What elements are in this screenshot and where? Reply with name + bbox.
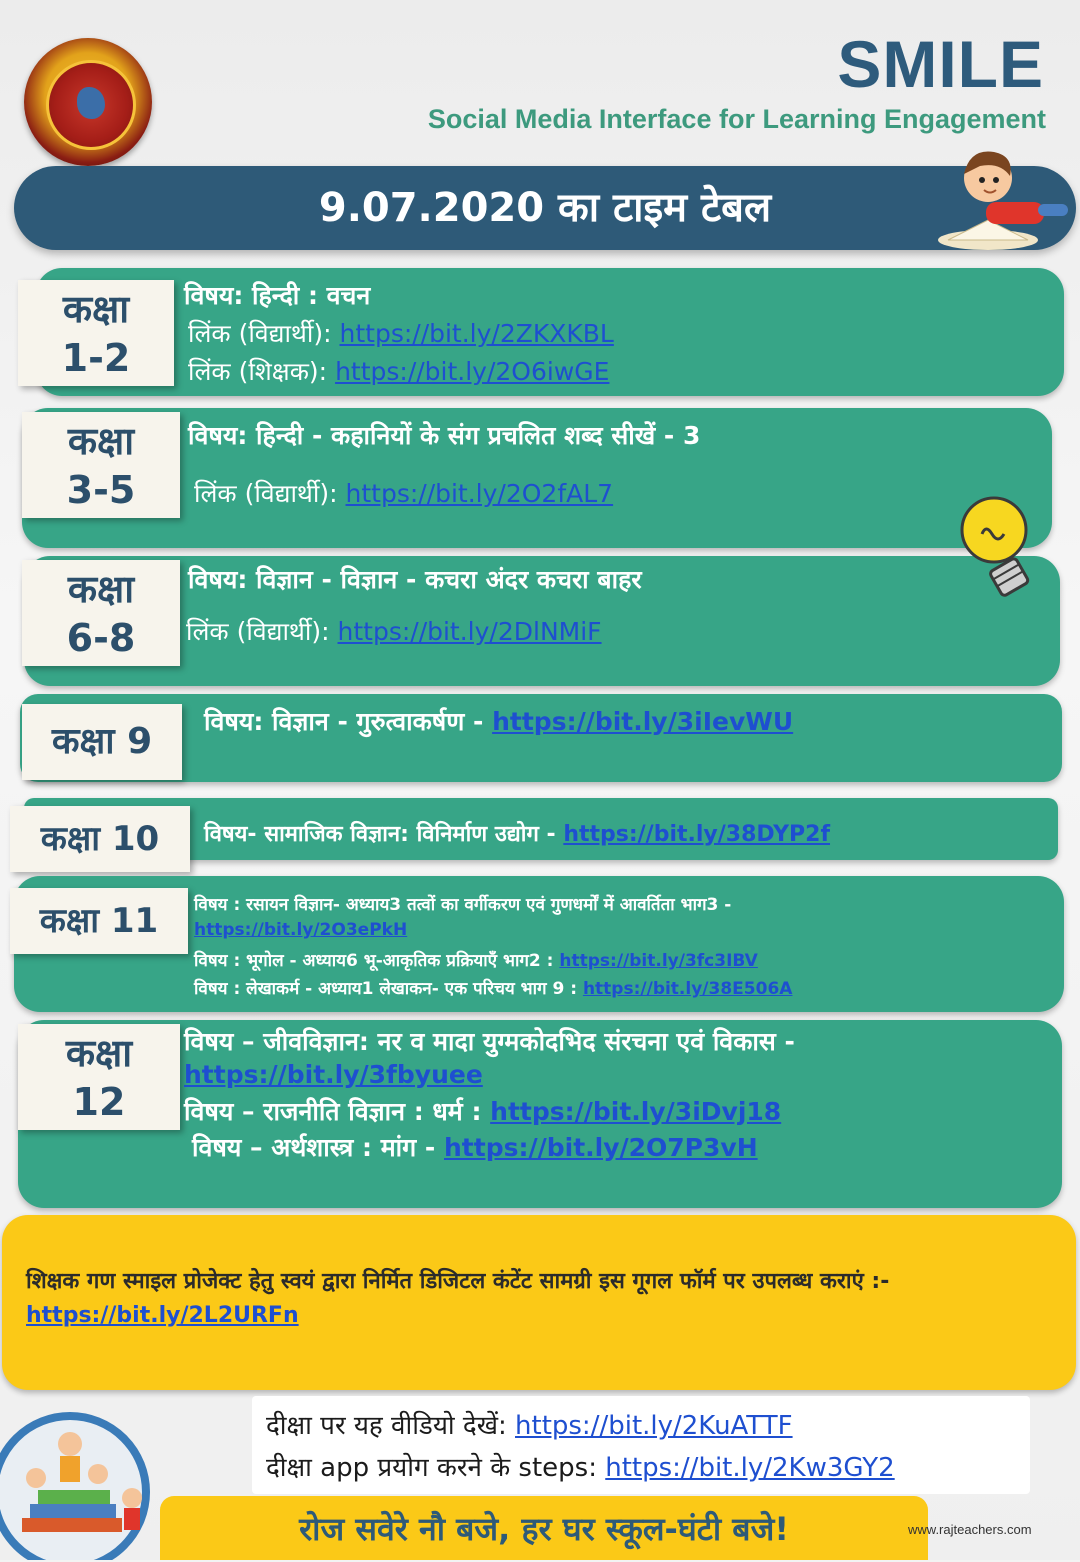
class-9-tag: कक्षा 9 (22, 704, 182, 780)
class-10-subject-line: विषय- सामाजिक विज्ञान: विनिर्माण उद्योग - https://bit.ly/38DYP2f (204, 822, 831, 847)
reading-boy-icon (928, 140, 1078, 258)
light-bulb-icon (952, 490, 1040, 602)
class-11-line2: विषय : भूगोल - अध्याय6 भू-आकृतिक प्रक्रियाएँ भाग2 : https://bit.ly/3fc3IBV (194, 951, 758, 971)
smile-subtitle: Social Media Interface for Learning Engagement (427, 104, 1046, 134)
class-1-2-teacher-link[interactable]: https://bit.ly/2O6iwGE (335, 357, 610, 386)
class-12-line1: विषय – जीवविज्ञान: नर व मादा युग्मकोदभिद संरचना एवं विकास - (184, 1027, 795, 1056)
class-12-link-3[interactable]: https://bit.ly/2O7P3vH (444, 1133, 758, 1162)
class-12-line1-link-row (184, 1060, 483, 1089)
class-11-tag: कक्षा 11 (10, 888, 188, 954)
slogan-text: रोज सवेरे नौ बजे, हर घर स्कूल-घंटी बजे! (299, 1510, 789, 1548)
class-11-line1: विषय : रसायन विज्ञान- अध्याय3 तत्वों का वर्गीकरण एवं गुणधर्मों में आवर्तिता भाग3 - (194, 895, 732, 915)
diksha-video-line: दीक्षा पर यह वीडियो देखें: https://bit.ly/2KuATTF (266, 1411, 793, 1441)
class-12-line3: विषय – अर्थशास्त्र : मांग - https://bit.ly/2O7P3vH (192, 1133, 758, 1162)
smile-title: SMILE (837, 27, 1044, 101)
diksha-video-link[interactable]: https://bit.ly/2KuATTF (515, 1411, 793, 1441)
diksha-steps-line: दीक्षा app प्रयोग करने के steps: https://bit.ly/2Kw3GY2 (266, 1453, 895, 1483)
class-1-2-tag: कक्षा 1-2 (18, 280, 174, 386)
date-banner (14, 166, 1076, 250)
class-3-5-tag: कक्षा 3-5 (22, 412, 180, 518)
class-6-8-tag: कक्षा 6-8 (22, 560, 180, 666)
teacher-notice (2, 1215, 1076, 1390)
kids-books-icon (0, 1400, 162, 1560)
site-url: www.rajteachers.com (908, 1522, 1032, 1537)
class-3-5-subject: विषय: हिन्दी - कहानियों के संग प्रचलित शब्द सीखें - 3 (188, 421, 701, 450)
slogan-banner (160, 1496, 928, 1560)
diksha-box (252, 1396, 1030, 1494)
class-1-2-subject: विषय: हिन्दी : वचन (184, 281, 371, 310)
rajasthan-education-logo (24, 38, 152, 166)
class-3-5-student-line: लिंक (विद्यार्थी): https://bit.ly/2O2fAL7 (194, 479, 614, 508)
class-1-2-student-line: लिंक (विद्यार्थी): https://bit.ly/2ZKXKBL (188, 319, 614, 348)
diksha-steps-link[interactable]: https://bit.ly/2Kw3GY2 (605, 1453, 895, 1483)
class-11-line3: विषय : लेखाकर्म - अध्याय1 लेखाकन- एक परिचय भाग 9 : https://bit.ly/38E506A (194, 979, 793, 999)
class-11-link-1[interactable]: https://bit.ly/2O3ePkH (194, 920, 408, 940)
class-9-link[interactable]: https://bit.ly/3iIevWU (492, 707, 794, 736)
class-6-8-subject: विषय: विज्ञान - विज्ञान - कचरा अंदर कचरा बाहर (188, 565, 642, 594)
class-3-5-student-link[interactable]: https://bit.ly/2O2fAL7 (345, 479, 614, 508)
class-10-tag: कक्षा 10 (10, 806, 190, 872)
class-11-link-2[interactable]: https://bit.ly/3fc3IBV (559, 951, 758, 971)
class-1-2-student-link[interactable]: https://bit.ly/2ZKXKBL (339, 319, 614, 348)
date-title: 9.07.2020 का टाइम टेबल (318, 185, 772, 231)
class-1-2-teacher-line: लिंक (शिक्षक): https://bit.ly/2O6iwGE (188, 357, 610, 386)
class-11-link-3[interactable]: https://bit.ly/38E506A (582, 979, 793, 999)
class-6-8-student-link[interactable]: https://bit.ly/2DlNMiF (337, 617, 602, 646)
class-10-link[interactable]: https://bit.ly/38DYP2f (563, 822, 831, 847)
notice-text: शिक्षक गण स्माइल प्रोजेक्ट हेतु स्वयं द्वारा निर्मित डिजिटल कंटेंट सामग्री इस गूगल फॉर्म पर उपलब्ध कराएं :- https://bit.ly/2L2URFn (26, 1269, 890, 1328)
google-form-link[interactable]: https://bit.ly/2L2URFn (26, 1303, 299, 1328)
class-11-line1-link-row (194, 920, 407, 940)
class-12-tag: कक्षा 12 (18, 1024, 180, 1130)
class-9-subject-line: विषय: विज्ञान - गुरुत्वाकर्षण - https://bit.ly/3iIevWU (204, 707, 794, 736)
class-12-link-2[interactable]: https://bit.ly/3iDvj18 (490, 1097, 782, 1126)
class-12-link-1[interactable]: https://bit.ly/3fbyuee (184, 1060, 483, 1089)
class-6-8-student-line: लिंक (विद्यार्थी): https://bit.ly/2DlNMiF (186, 617, 602, 646)
class-12-line2: विषय – राजनीति विज्ञान : धर्म : https://bit.ly/3iDvj18 (184, 1097, 782, 1126)
